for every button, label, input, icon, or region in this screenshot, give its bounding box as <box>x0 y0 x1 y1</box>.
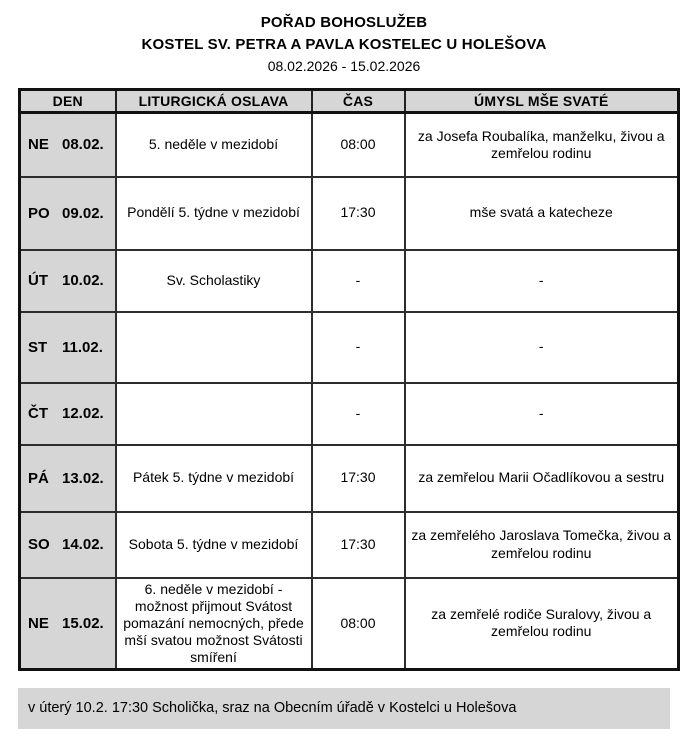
table-row <box>20 312 679 383</box>
table-body <box>20 113 679 670</box>
celebration-cell <box>116 383 312 445</box>
day-code: PO <box>28 204 50 222</box>
day-code: NE <box>28 136 49 154</box>
day-date: 12.02. <box>62 405 104 422</box>
table-row <box>20 512 679 578</box>
celebration-cell: Pátek 5. týdne v mezidobí <box>116 445 312 512</box>
day-date: 13.02. <box>62 469 104 487</box>
celebration-cell: Sobota 5. týdne v mezidobí <box>116 512 312 578</box>
day-date: 14.02. <box>62 536 104 553</box>
column-header-liturgicka-oslava: LITURGICKÁ OSLAVA <box>116 90 312 113</box>
day-date: 08.02. <box>62 136 104 154</box>
day-cell <box>20 383 116 445</box>
footer-note-text: v úterý 10.2. 17:30 Scholička, sraz na Obecním úřadě v Kostelci u Holešova <box>28 700 517 717</box>
table-row <box>20 250 679 312</box>
column-header-cas: ČAS <box>312 90 405 113</box>
intention-cell: mše svatá a katecheze <box>405 177 679 250</box>
day-code: ČT <box>28 405 48 422</box>
day-cell <box>20 250 116 312</box>
table-row <box>20 113 679 177</box>
celebration-cell: 6. neděle v mezidobí - možnost přijmout Svátost pomazání nemocných, přede mší svatou možnost Svátosti smíření <box>116 578 312 670</box>
page-title: POŘAD BOHOSLUŽEB <box>260 14 428 31</box>
footer-note-bar <box>18 688 670 729</box>
day-code: NE <box>28 614 49 632</box>
time-cell: 17:30 <box>312 445 405 512</box>
day-code: SO <box>28 536 50 553</box>
table-row <box>20 445 679 512</box>
celebration-cell <box>116 312 312 383</box>
celebration-cell: Pondělí 5. týdne v mezidobí <box>116 177 312 250</box>
time-cell: 08:00 <box>312 113 405 177</box>
intention-cell: - <box>405 250 679 312</box>
day-code: PÁ <box>28 469 49 487</box>
day-date: 09.02. <box>62 204 104 222</box>
intention-cell: - <box>405 312 679 383</box>
table-row <box>20 383 679 445</box>
date-range: 08.02.2026 - 15.02.2026 <box>267 58 421 74</box>
time-cell: 17:30 <box>312 512 405 578</box>
time-cell: - <box>312 383 405 445</box>
intention-cell: - <box>405 383 679 445</box>
day-date: 11.02. <box>62 338 103 356</box>
intention-cell: za zemřelé rodiče Suralovy, živou a zemřelou rodinu <box>405 578 679 670</box>
document-header <box>0 0 688 77</box>
table-row <box>20 177 679 250</box>
day-cell <box>20 445 116 512</box>
time-cell: 17:30 <box>312 177 405 250</box>
schedule-table <box>18 88 680 671</box>
time-cell: - <box>312 312 405 383</box>
intention-cell: za zemřelou Marii Očadlíkovou a sestru <box>405 445 679 512</box>
day-code: ÚT <box>28 272 48 289</box>
page-subtitle: KOSTEL SV. PETRA A PAVLA KOSTELEC U HOLEŠOVA <box>141 36 547 53</box>
celebration-cell: 5. neděle v mezidobí <box>116 113 312 177</box>
intention-cell: za Josefa Roubalíka, manželku, živou a zemřelou rodinu <box>405 113 679 177</box>
table-row <box>20 578 679 670</box>
day-cell <box>20 312 116 383</box>
column-header-den: DEN <box>20 90 116 113</box>
day-date: 10.02. <box>62 272 104 289</box>
time-cell: 08:00 <box>312 578 405 670</box>
day-cell <box>20 113 116 177</box>
day-code: ST <box>28 338 48 356</box>
day-cell <box>20 578 116 670</box>
day-cell <box>20 512 116 578</box>
time-cell: - <box>312 250 405 312</box>
intention-cell: za zemřelého Jaroslava Tomečka, živou a zemřelou rodinu <box>405 512 679 578</box>
day-cell <box>20 177 116 250</box>
celebration-cell: Sv. Scholastiky <box>116 250 312 312</box>
table-header-row <box>20 90 679 113</box>
column-header-umysl-mse-svate: ÚMYSL MŠE SVATÉ <box>405 90 679 113</box>
day-date: 15.02. <box>62 614 104 632</box>
